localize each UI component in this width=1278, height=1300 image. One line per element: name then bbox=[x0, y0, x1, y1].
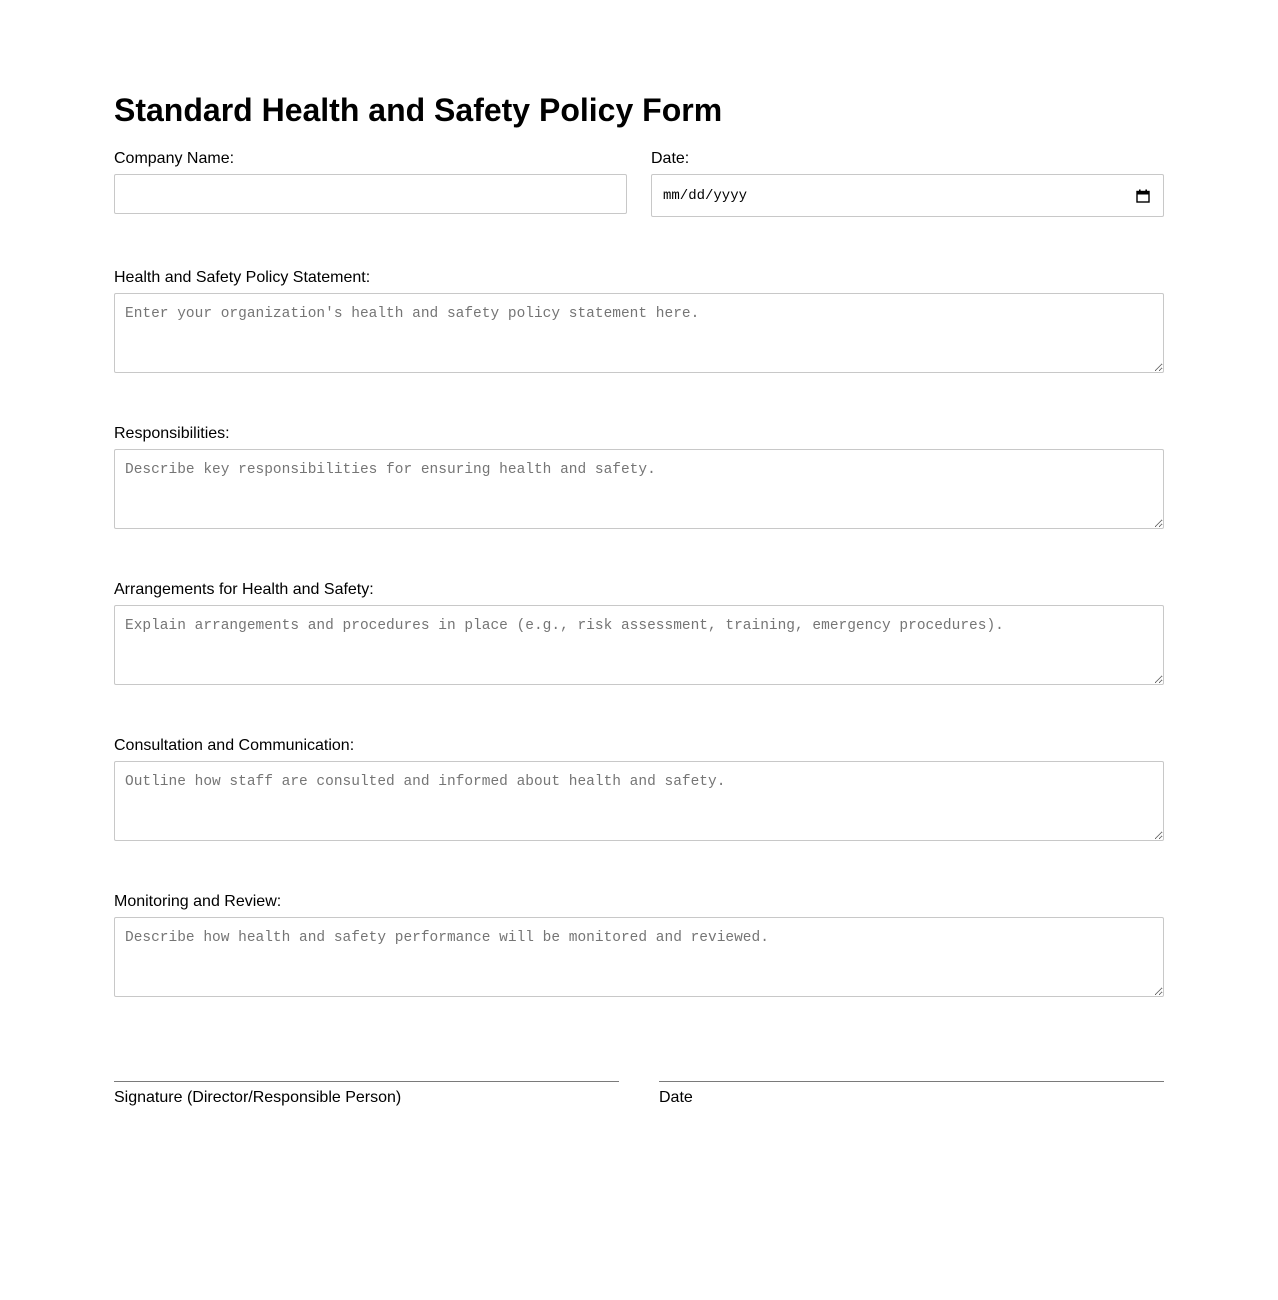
company-name-label: Company Name: bbox=[114, 150, 235, 167]
arrangements-label: Arrangements for Health and Safety: bbox=[114, 581, 374, 598]
signature-date-label: Date bbox=[659, 1089, 693, 1106]
monitoring-textarea[interactable] bbox=[114, 917, 1164, 997]
policy-statement-textarea[interactable] bbox=[114, 293, 1164, 373]
calendar-icon[interactable] bbox=[1136, 189, 1150, 203]
responsibilities-label: Responsibilities: bbox=[114, 425, 230, 442]
arrangements-textarea[interactable] bbox=[114, 605, 1164, 685]
date-placeholder: mm/dd/yyyy bbox=[663, 188, 748, 204]
date-label: Date: bbox=[651, 150, 690, 167]
signature-line bbox=[114, 1081, 619, 1082]
consultation-textarea[interactable] bbox=[114, 761, 1164, 841]
date-input[interactable] bbox=[651, 174, 1164, 217]
page-title: Standard Health and Safety Policy Form bbox=[114, 92, 723, 128]
policy-statement-label: Health and Safety Policy Statement: bbox=[114, 269, 371, 286]
consultation-label: Consultation and Communication: bbox=[114, 737, 355, 754]
signature-label: Signature (Director/Responsible Person) bbox=[114, 1089, 402, 1106]
company-name-input[interactable] bbox=[114, 174, 627, 214]
responsibilities-textarea[interactable] bbox=[114, 449, 1164, 529]
signature-date-line bbox=[659, 1081, 1164, 1082]
monitoring-label: Monitoring and Review: bbox=[114, 893, 282, 910]
